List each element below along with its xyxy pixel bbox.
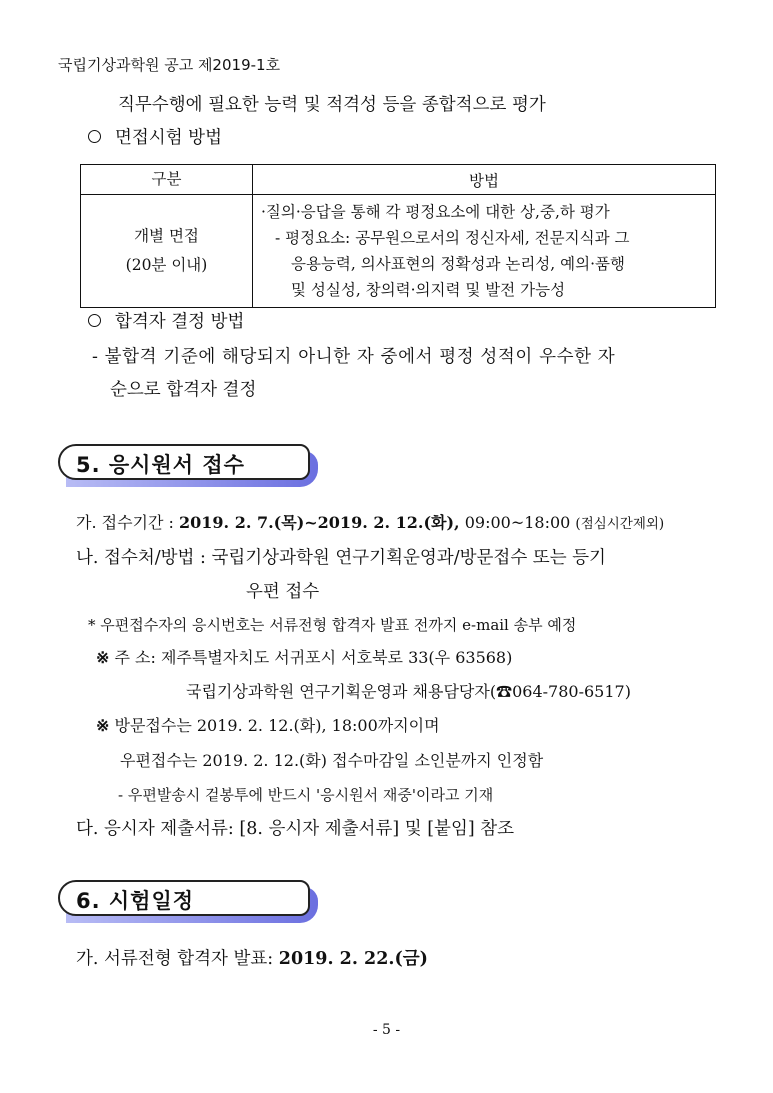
interview-method-table xyxy=(80,164,716,308)
receipt-period-dates: 2019. 2. 7.(목)~2019. 2. 12.(화), xyxy=(179,513,460,532)
visit-text: 방문접수는 2019. 2. 12.(화), 18:00까지이며 xyxy=(109,716,440,735)
reference-mark-icon: ※ xyxy=(96,716,110,735)
email-note: * 우편접수자의 응시번호는 서류전형 합격자 발표 전까지 e-mail 송부 예정 xyxy=(88,616,577,634)
col-header-method: 방법 xyxy=(253,165,716,195)
intro-line: 직무수행에 필요한 능력 및 적격성 등을 종합적으로 평가 xyxy=(118,95,546,115)
interview-heading xyxy=(88,124,222,149)
row-label-line-1: 개별 면접 xyxy=(134,227,199,245)
row-label-cell xyxy=(81,195,253,308)
document-result-label: 가. 서류전형 합격자 발표: xyxy=(76,949,279,969)
section-5-title: 5. 응시원서 접수 xyxy=(76,453,245,477)
method-cell xyxy=(253,195,716,308)
receipt-period-time: 09:00~18:00 xyxy=(459,513,576,532)
section-6-title: 6. 시험일정 xyxy=(76,889,195,913)
mail-line: 우편접수는 2019. 2. 12.(화) 접수마감일 소인분까지 인정함 xyxy=(120,751,544,770)
documents-line: 다. 응시자 제출서류: [8. 응시자 제출서류] 및 [붙임] 참조 xyxy=(76,819,515,839)
envelope-line: - 우편발송시 겉봉투에 반드시 '응시원서 재중'이라고 기재 xyxy=(118,786,494,804)
circle-bullet-icon xyxy=(88,130,101,143)
method-line-4: 및 성실성, 창의력·의지력 및 발전 가능성 xyxy=(291,281,566,299)
circle-bullet-icon xyxy=(88,314,101,327)
address-line-2: 국립기상과학원 연구기획운영과 채용담당자(☎064-780-6517) xyxy=(186,682,631,701)
document-result-line xyxy=(76,945,428,970)
interview-heading-text: 면접시험 방법 xyxy=(115,128,222,148)
pass-decision-heading-text: 합격자 결정 방법 xyxy=(115,312,245,332)
pass-decision-line-1: - 불합격 기준에 해당되지 아니한 자 중에서 평정 성적이 우수한 자 xyxy=(92,347,616,367)
receipt-place-line-1: 나. 접수처/방법 : 국립기상과학원 연구기획운영과/방문접수 또는 등기 xyxy=(76,548,606,568)
receipt-period-label: 가. 접수기간 : xyxy=(76,513,180,532)
col-header-category: 구분 xyxy=(81,165,253,195)
document-header: 국립기상과학원 공고 제2019-1호 xyxy=(58,56,281,74)
table-header-row xyxy=(81,165,716,195)
pass-decision-heading xyxy=(88,308,244,333)
visit-line xyxy=(96,713,440,736)
section-6-banner xyxy=(58,880,310,920)
reference-mark-icon: ※ xyxy=(96,648,110,667)
document-result-date: 2019. 2. 22.(금) xyxy=(278,949,428,969)
pass-decision-line-2: 순으로 합격자 결정 xyxy=(110,380,257,400)
method-line-3: 응용능력, 의사표현의 정확성과 논리성, 예의·품행 xyxy=(291,255,625,273)
method-line-1: ·질의·응답을 통해 각 평정요소에 대한 상,중,하 평가 xyxy=(261,203,610,221)
method-line-2: - 평정요소: 공무원으로서의 정신자세, 전문지식과 그 xyxy=(275,229,630,247)
table-row xyxy=(81,195,716,308)
address-line-1 xyxy=(96,645,512,668)
address-text: 주 소: 제주특별자치도 서귀포시 서호북로 33(우 63568) xyxy=(109,648,513,667)
section-5-banner xyxy=(58,444,310,484)
page-number: - 5 - xyxy=(372,1022,401,1038)
receipt-place-line-2: 우편 접수 xyxy=(246,582,320,602)
receipt-period xyxy=(76,510,664,533)
receipt-period-note: (점심시간제외) xyxy=(575,516,665,532)
row-label-line-2: (20분 이내) xyxy=(125,256,208,274)
